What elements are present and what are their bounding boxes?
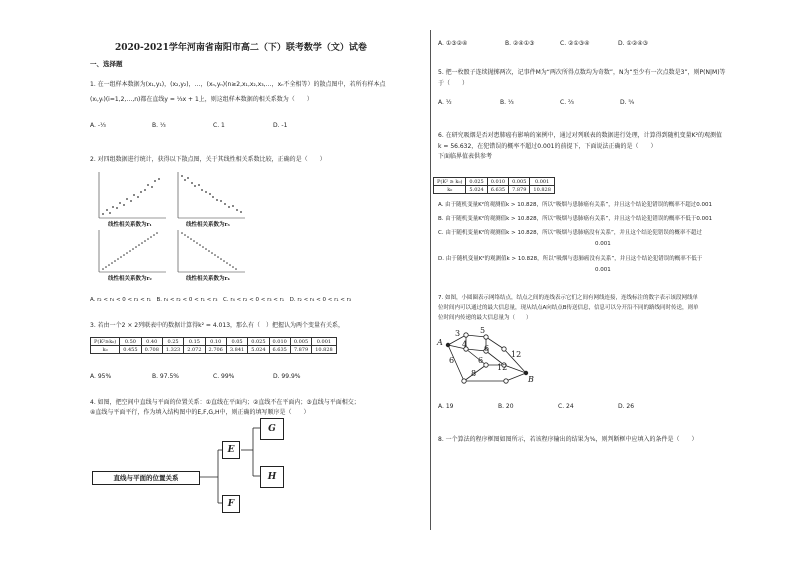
- q7-text-line3: 位时间内传递的最大信息量为（ ）: [438, 315, 532, 321]
- q5-option-c[interactable]: C. ⅔: [560, 99, 574, 106]
- page-title: 2020-2021学年河南省南阳市高二（下）联考数学（文）试卷: [115, 43, 367, 53]
- table-cell: 0.001: [530, 178, 555, 186]
- edge-weight: 12: [511, 350, 522, 359]
- q4-option-a[interactable]: A. ①③②④: [438, 40, 468, 47]
- structure-box-g: G: [260, 418, 284, 440]
- q7-text-line1: 7. 如图，小圆圈表示网络结点，结点之间的连线表示它们之间有网线连接，连线标注的数字表示该段网线单: [438, 295, 698, 301]
- caption-r4: 线性相关系数为r₄: [186, 276, 230, 282]
- scatter-plot-r2: [93, 228, 168, 276]
- table-cell: 0.025: [466, 178, 487, 186]
- table-cell: 0.001: [312, 338, 337, 346]
- edge-weight: 4: [462, 340, 468, 349]
- q6-critical-value-table: [433, 177, 555, 194]
- table-cell: 10.828: [530, 186, 555, 194]
- q2-options[interactable]: A. r₂ < r₄ < 0 < r₃ < r₁ B. r₄ < r₂ < 0 < r₁ < r₃ C. r₄ < r₂ < 0 < r₃ < r₁ D. r₂ < r₄ < 0 < r₁ < r₃: [90, 297, 352, 303]
- table-cell: 0.005: [509, 178, 530, 186]
- q5-text-line2: 于（ ）: [438, 80, 469, 87]
- q3-text: 3. 若由一个2 × 2列联表中的数据计算得k² = 4.013，那么有（ ）把握认为两个变量有关系，: [90, 322, 345, 329]
- node-a-label: A: [437, 338, 443, 347]
- q4-option-c[interactable]: C. ②①③④: [560, 40, 590, 47]
- q7-option-b[interactable]: B. 20: [498, 403, 514, 410]
- structure-root-box: 直线与平面的位置关系: [92, 471, 200, 485]
- q6-option-a[interactable]: A. 由于随机变量K²的观测值k > 10.828，所以“吸烟与患肺癌有关系”，并且这个结论犯错误的概率不超过0.001: [438, 202, 712, 208]
- table-cell: 0.708: [141, 346, 162, 354]
- node-b-label: B: [528, 375, 534, 384]
- table-cell: 0.025: [248, 338, 269, 346]
- table-row: [434, 186, 555, 194]
- q1-option-b[interactable]: B. ⅓: [152, 122, 166, 129]
- edge-weight: 3: [455, 329, 461, 338]
- q4-text-line1: 4. 如图，把空间中直线与平面的位置关系：①直线在平面内；②直线不在平面内；③直线与平面相交；: [90, 399, 360, 406]
- table-cell: 0.010: [487, 178, 508, 186]
- scatter-plot-r4: [172, 228, 247, 276]
- structure-box-h: H: [260, 466, 284, 488]
- q3-option-c[interactable]: C. 99%: [213, 373, 235, 380]
- table-cell: 0.40: [141, 338, 162, 346]
- table-cell: 1.323: [162, 346, 183, 354]
- table-cell: k₀: [91, 346, 120, 354]
- table-cell: P(K² ≥ k₀): [434, 178, 466, 186]
- table-row: [91, 346, 337, 354]
- caption-r1: 线性相关系数为r₁: [108, 222, 152, 228]
- table-row: [91, 338, 337, 346]
- table-cell: 0.25: [162, 338, 183, 346]
- table-cell: 0.010: [269, 338, 290, 346]
- table-cell: k₀: [434, 186, 466, 194]
- section-heading: 一、选择题: [90, 60, 123, 68]
- q8-text: 8. 一个算法的程序框图如图所示，若该程序输出的结果为⁵⁄₆，则判断框中应填入的条件是（ ）: [438, 436, 698, 443]
- q6-text-line3: 下面临界值表供参考: [438, 153, 493, 160]
- table-row: [434, 178, 555, 186]
- q4-option-d[interactable]: D. ①②④③: [618, 40, 648, 47]
- q6-text-line2: k = 56.632，在犯错误的概率不超过0.001的前提下，下面说法正确的是（ ）: [438, 143, 657, 150]
- q4-option-b[interactable]: B. ②④①③: [505, 40, 535, 47]
- q1-text-line1: 1. 在一组样本数据为(x₁,y₁)，(x₂,y₂)，…，(xₙ,yₙ)(n≥2,x₁,x₂,x₃,…，xₙ不全相等）的散点图中，若所有样本点: [90, 81, 386, 88]
- q3-option-a[interactable]: A. 95%: [90, 373, 112, 380]
- q2-text: 2. 对四组数据进行统计，获得以下散点图，关于其线性相关系数比较，正确的是（ ）: [90, 156, 326, 163]
- edge-weight: 5: [480, 326, 486, 335]
- q7-option-d[interactable]: D. 26: [618, 403, 635, 410]
- table-cell: 3.841: [226, 346, 247, 354]
- table-cell: 0.455: [120, 346, 141, 354]
- scatter-plot-r3: [172, 170, 247, 222]
- q7-text-line2: 位时间内可以通过的最大信息量，现从结点A向结点B传送信息，信息可以分开沿不同的路线同时传送，则单: [438, 305, 699, 311]
- q5-option-d[interactable]: D. ⁵⁄₉: [620, 99, 635, 106]
- edge-weight: 6: [478, 356, 484, 365]
- q6-option-b[interactable]: B. 由于随机变量K²的观测值k > 10.828，所以“吸烟与患肺癌有关系”，并且这个结论犯错误的概率不低于0.001: [438, 216, 713, 222]
- q3-critical-value-table: [90, 337, 337, 354]
- q6-option-c[interactable]: C. 由于随机变量K²的观测值k > 10.828，所以“吸烟与患肺癌没有关系”，并且这个结论犯错误的概率不超过: [438, 230, 702, 236]
- caption-r2: 线性相关系数为r₂: [108, 276, 152, 282]
- table-cell: P(K²≥k₀): [91, 338, 120, 346]
- q6-option-c-cont: 0.001: [595, 241, 611, 247]
- table-cell: 6.635: [487, 186, 508, 194]
- q7-option-c[interactable]: C. 24: [558, 403, 574, 410]
- edge-weight: 6: [449, 356, 455, 365]
- scatter-plot-r1: [93, 170, 168, 222]
- q6-text-line1: 6. 在研究吸烟是否对患肺癌有影响的案例中，通过对列联表的数据进行处理，计算得到随机变量K²的观测值: [438, 132, 722, 139]
- edge-weight: 8: [471, 369, 477, 378]
- table-cell: 7.879: [509, 186, 530, 194]
- q1-option-c[interactable]: C. 1: [213, 122, 225, 129]
- table-cell: 0.50: [120, 338, 141, 346]
- q5-text-line1: 5. 把一枚骰子连续抛掷两次，记事件M为“两次所得点数均为奇数”，N为“至少有一次点数是3”，则P(N|M)等: [438, 69, 726, 76]
- table-cell: 5.024: [248, 346, 269, 354]
- caption-r3: 线性相关系数为r₃: [186, 222, 230, 228]
- q5-option-b[interactable]: B. ⅓: [500, 99, 514, 106]
- table-cell: 0.15: [184, 338, 205, 346]
- q3-option-b[interactable]: B. 97.5%: [152, 373, 179, 380]
- q6-option-d-cont: 0.001: [595, 267, 611, 273]
- table-cell: 5.024: [466, 186, 487, 194]
- structure-diagram-lines: [88, 415, 328, 525]
- q4-text-line2: ④直线与平面平行，作为填入结构图中的E,F,G,H中，则正确的填写顺序是（ ）: [90, 409, 310, 416]
- column-divider: [430, 30, 431, 530]
- q3-option-d[interactable]: D. 99.9%: [273, 373, 301, 380]
- q7-option-a[interactable]: A. 19: [438, 403, 454, 410]
- table-cell: 2.706: [205, 346, 226, 354]
- table-cell: 6.635: [269, 346, 290, 354]
- table-cell: 10.828: [312, 346, 337, 354]
- table-cell: 0.05: [226, 338, 247, 346]
- table-cell: 0.10: [205, 338, 226, 346]
- table-cell: 2.072: [184, 346, 205, 354]
- edge-weight: 6: [484, 344, 490, 353]
- table-cell: 0.005: [290, 338, 311, 346]
- q1-text-line2: (xᵢ,yᵢ)(i=1,2,…,n)都在直线y = ⅓x + 1上，则这组样本数据的相关系数为（ ）: [90, 96, 313, 103]
- q1-option-d[interactable]: D. -1: [273, 122, 288, 129]
- q6-option-d[interactable]: D. 由于随机变量K²的观测值k > 10.828，所以“吸烟与患肺癌没有关系”，并且这个结论犯错误的概率不低于: [438, 256, 703, 262]
- structure-box-e: E: [222, 441, 240, 459]
- q1-option-a[interactable]: A. -⅓: [90, 122, 106, 129]
- structure-box-f: F: [222, 495, 240, 513]
- edge-weight: 12: [497, 363, 508, 372]
- q5-option-a[interactable]: A. ½: [438, 99, 452, 106]
- table-cell: 7.879: [290, 346, 311, 354]
